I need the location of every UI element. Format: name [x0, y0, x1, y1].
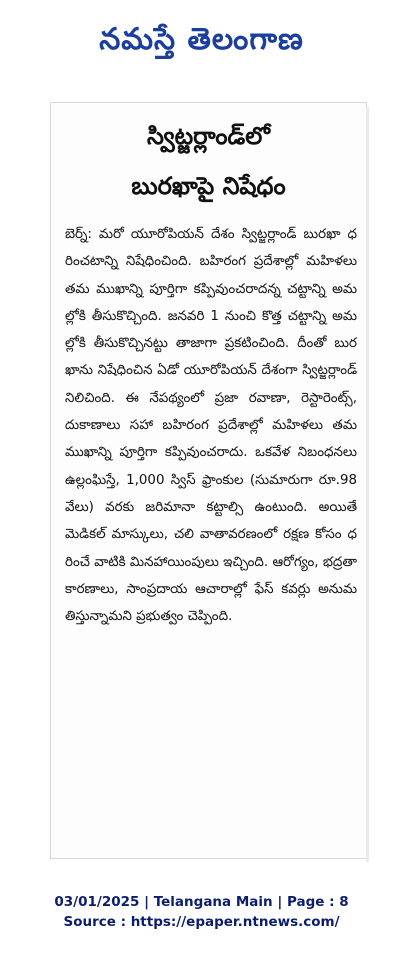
footer-date-edition: 03/01/2025 | Telangana Main | Page : 8 [54, 894, 349, 910]
article-clipping [50, 102, 367, 859]
newspaper-logo: నమస్తే తెలంగాణ [99, 22, 304, 57]
page-footer [0, 892, 403, 932]
article-body: బెర్న్: మరో యూరోపియన్ దేశం స్విట్జర్లాండ్ బురఖా ధరించటాన్ని నిషేధించింది. బహిరంగ ప్రదేశాల్లో మహిళలు తమ ముఖాన్ని పూర్తిగా కప్పివుంచరాదన్న చట్టాన్ని అమల్లోకి తీసుకొచ్చింది. జనవరి 1 నుంచి కొత్త చట్టాన్ని అమల్లోకి తీసుకొచ్చినట్టు తాజాగా ప్రకటించింది. దీంతో బురఖాను నిషేధించిన ఏడో యూరోపియన్ దేశంగా స్విట్జర్లాండ్ నిలిచింది. ఈ నేపథ్యంలో ప్రజా రవాణా, రెస్టారెంట్స్, దుకాణాలు సహా బహిరంగ ప్రదేశాల్లో మహిళలు తమ ముఖాన్ని పూర్తిగా కప్పివుంచరాదు. ఒకవేళ నిబంధనలు ఉల్లంఘిస్తే, 1,000 స్విస్ ఫ్రాంకుల (సుమారుగా రూ.98వేలు) వరకు జరిమానా కట్టాల్సి ఉంటుంది. అయితే మెడికల్ మాస్కులు, చలి వాతావరణంలో రక్షణ కోసం ధరించే వాటికి మినహాయింపులు ఇచ్చింది. ఆరోగ్యం, భద్రతా కారణాలు, సాంప్రదాయ ఆచారాల్లో ఫేస్ కవర్లు అనుమతిస్తున్నామని ప్రభుత్వం చెప్పింది. [65, 227, 357, 625]
masthead [0, 0, 403, 86]
headline-line-1: స్విట్జర్లాండ్‌లో [147, 122, 270, 150]
footer-source: Source : https://epaper.ntnews.com/ [63, 914, 340, 930]
article-headline [51, 111, 366, 211]
headline-line-2: బురఖాపై నిషేధం [131, 172, 286, 200]
clipping-shadow [366, 107, 369, 862]
